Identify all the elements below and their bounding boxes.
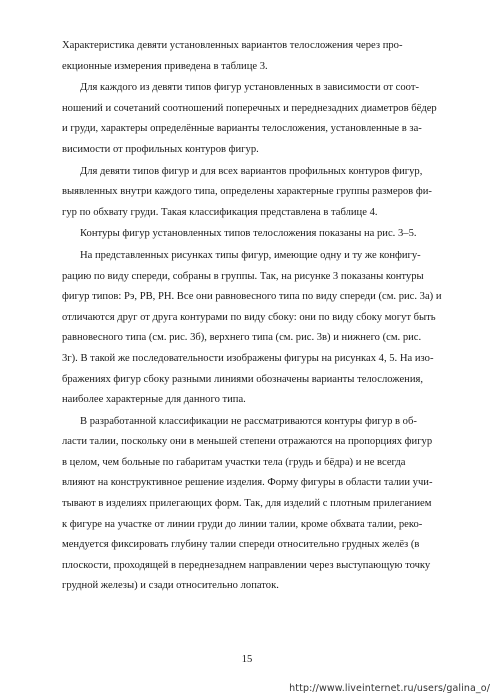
text-line: 3г). В такой же последовательности изображены фигуры на рисунках 4, 5. На изо- [62, 352, 434, 364]
paragraph [62, 246, 458, 411]
paragraph [62, 412, 458, 597]
page-number: 15 [241, 654, 253, 665]
text-line: висимости от профильных контуров фигур. [62, 143, 259, 155]
text-line: На представленных рисунках типы фигур, имеющие одну и ту же конфигу- [80, 249, 421, 261]
text-line: выявленных внутри каждого типа, определены характерные группы размеров фи- [62, 186, 432, 198]
text-line: ласти талии, поскольку они в меньшей степени отражаются на пропорциях фигур [62, 436, 433, 448]
text-line: екционные измерения приведена в таблице 3. [62, 60, 268, 72]
paragraph [62, 224, 458, 245]
text-line: в целом, чем больные по габаритам участки тела (грудь и бёдра) и не всегда [62, 456, 406, 468]
paragraph [62, 36, 458, 77]
text-line: Контуры фигур установленных типов телосложения показаны на рис. 3–5. [80, 228, 417, 240]
text-line: Для каждого из девяти типов фигур установленных в зависимости от соот- [80, 82, 419, 94]
text-line: Характеристика девяти установленных вариантов телосложения через про- [62, 40, 403, 51]
watermark-url: http://www.liveinternet.ru/users/galina_o/ [289, 683, 490, 694]
text-line: отличаются друг от друга контурами по виду сбоку: они по виду сбоку могут быть [62, 311, 436, 323]
text-line: влияют на конструктивное решение изделия. Форму фигуры в области талии учи- [62, 477, 433, 489]
text-line: бражениях фигур сбоку разными линиями обозначены варианты телосложения, [62, 373, 424, 385]
text-line: гур по обхвату груди. Такая классификация представлена в таблице 4. [62, 206, 378, 218]
text-line: наиболее характерные для данного типа. [62, 394, 246, 406]
text-line: к фигуре на участке от линии груди до линии талии, кроме обхвата талии, реко- [62, 518, 423, 530]
text-line: и груди, характеры определённые варианты телосложения, установленные в за- [62, 123, 422, 135]
text-line: плоскости, проходящей в переднезаднем направлении через выступающую точку [62, 559, 431, 571]
paragraph [62, 162, 458, 224]
text-line: Для девяти типов фигур и для всех вариантов профильных контуров фигур, [80, 165, 423, 177]
text-line: ношений и сочетаний соотношений поперечных и переднезадних диаметров бёдер [62, 102, 437, 114]
text-line: рацию по виду спереди, собраны в группы. Так, на рисунке 3 показаны контуры [62, 270, 424, 282]
text-line: фигур типов: Pэ, PB, PH. Все они равновесного типа по виду спереди (см. рис. 3а) и [62, 291, 442, 303]
text-line: равновесного типа (см. рис. 3б), верхнего типа (см. рис. 3в) и нижнего (см. рис. [62, 332, 422, 344]
page-body [62, 36, 458, 598]
paragraph [62, 78, 458, 160]
text-line: грудной железы) и сзади относительно лопаток. [62, 580, 279, 592]
text-line: мендуется фиксировать глубину талии спереди относительно грудных желёз (в [62, 539, 420, 551]
text-line: тывают в изделиях прилегающих форм. Так, для изделий с плотным прилеганием [62, 498, 432, 510]
text-line: В разработанной классификации не рассматриваются контуры фигур в об- [80, 415, 417, 427]
